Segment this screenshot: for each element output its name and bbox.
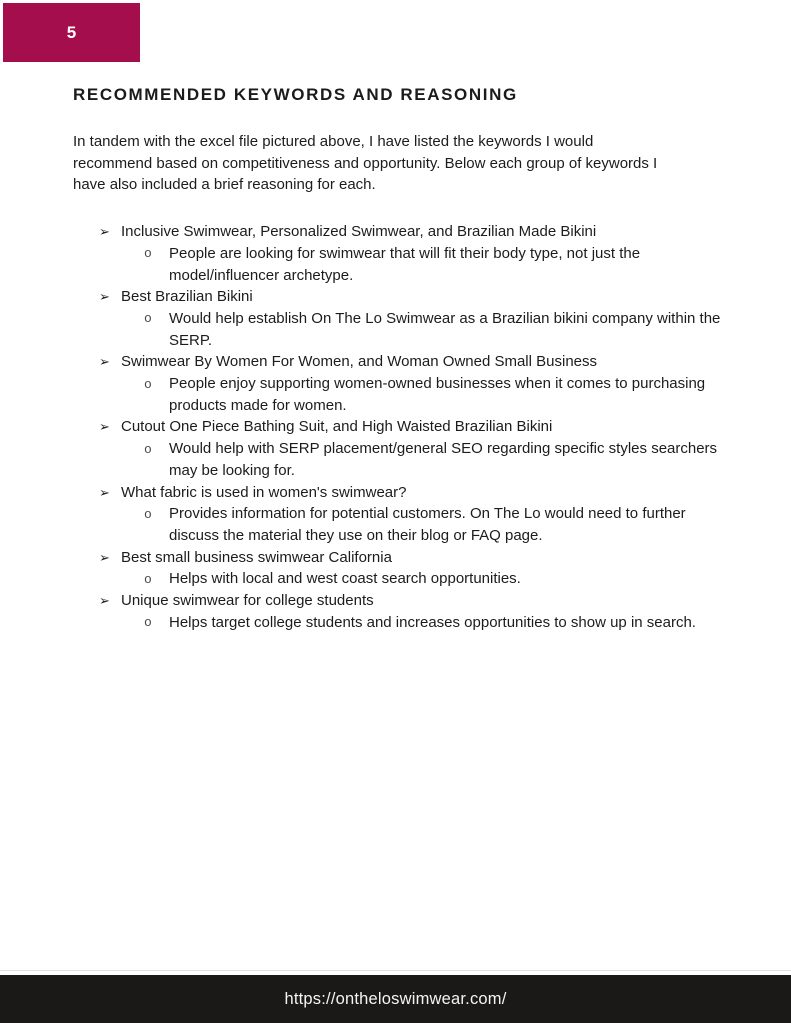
reason-text: Provides information for potential customers. On The Lo would need to further discuss the material they use on their blog or FAQ page. [169, 505, 686, 544]
arrow-bullet-icon: ➢ [99, 593, 110, 609]
circle-bullet-icon: o [144, 311, 152, 327]
keyword-line [73, 547, 701, 569]
keyword-list-item [73, 482, 730, 547]
circle-bullet-icon: o [144, 506, 152, 522]
footer-divider [0, 970, 791, 971]
circle-bullet-icon: o [144, 441, 152, 457]
keyword-list [73, 221, 730, 633]
keyword-line [73, 590, 701, 612]
keyword-list-item [73, 416, 730, 481]
reason-line [73, 612, 721, 634]
page-number-badge [3, 3, 140, 62]
page-number: 5 [66, 22, 77, 42]
arrow-bullet-icon: ➢ [99, 419, 110, 435]
circle-bullet-icon: o [144, 246, 152, 262]
reason-text: People enjoy supporting women-owned businesses when it comes to purchasing products made for women. [169, 375, 706, 414]
reason-line [73, 438, 721, 481]
arrow-bullet-icon: ➢ [99, 289, 110, 305]
reason-text: Helps with local and west coast search opportunities. [169, 570, 521, 588]
reason-line [73, 568, 721, 590]
keyword-text: Unique swimwear for college students [121, 592, 374, 610]
reason-line [73, 243, 721, 286]
reason-text: Helps target college students and increases opportunities to show up in search. [169, 613, 696, 631]
reason-line [73, 373, 721, 416]
keyword-text: Best small business swimwear California [121, 548, 392, 566]
circle-bullet-icon: o [144, 615, 152, 631]
keyword-text: Cutout One Piece Bathing Suit, and High Waisted Brazilian Bikini [121, 418, 553, 436]
keyword-line [73, 482, 701, 504]
reason-text: Would help with SERP placement/general SEO regarding specific styles searchers may be looking for. [169, 440, 718, 479]
keyword-line [73, 286, 701, 308]
keyword-line [73, 351, 701, 373]
footer-url-link[interactable]: https://ontheloswimwear.com/ [284, 989, 507, 1008]
arrow-bullet-icon: ➢ [99, 224, 110, 240]
keyword-line [73, 416, 701, 438]
keyword-list-item [73, 351, 730, 416]
keyword-list-item [73, 547, 730, 590]
arrow-bullet-icon: ➢ [99, 549, 110, 565]
reason-line [73, 503, 721, 546]
intro-paragraph: In tandem with the excel file pictured above, I have listed the keywords I would recommend based on competitiveness and opportunity. Below each group of keywords I have also included a brief reasoning for each. [73, 133, 658, 194]
arrow-bullet-icon: ➢ [99, 484, 110, 500]
keyword-text: What fabric is used in women's swimwear? [121, 483, 407, 501]
section-heading: RECOMMENDED KEYWORDS AND REASONING [73, 85, 518, 104]
arrow-bullet-icon: ➢ [99, 354, 110, 370]
circle-bullet-icon: o [144, 571, 152, 587]
keyword-text: Inclusive Swimwear, Personalized Swimwear, and Brazilian Made Bikini [121, 223, 597, 241]
reason-line [73, 308, 721, 351]
keyword-text: Swimwear By Women For Women, and Woman Owned Small Business [121, 353, 598, 371]
keyword-line [73, 221, 701, 243]
keyword-list-item [73, 286, 730, 351]
reason-text: People are looking for swimwear that will fit their body type, not just the model/influencer archetype. [169, 244, 641, 284]
keyword-list-item [73, 221, 730, 286]
keyword-list-item [73, 590, 730, 633]
circle-bullet-icon: o [144, 376, 152, 392]
keyword-text: Best Brazilian Bikini [121, 288, 253, 306]
page-footer [0, 975, 791, 1023]
reason-text: Would help establish On The Lo Swimwear as a Brazilian bikini company within the SERP. [169, 309, 721, 349]
